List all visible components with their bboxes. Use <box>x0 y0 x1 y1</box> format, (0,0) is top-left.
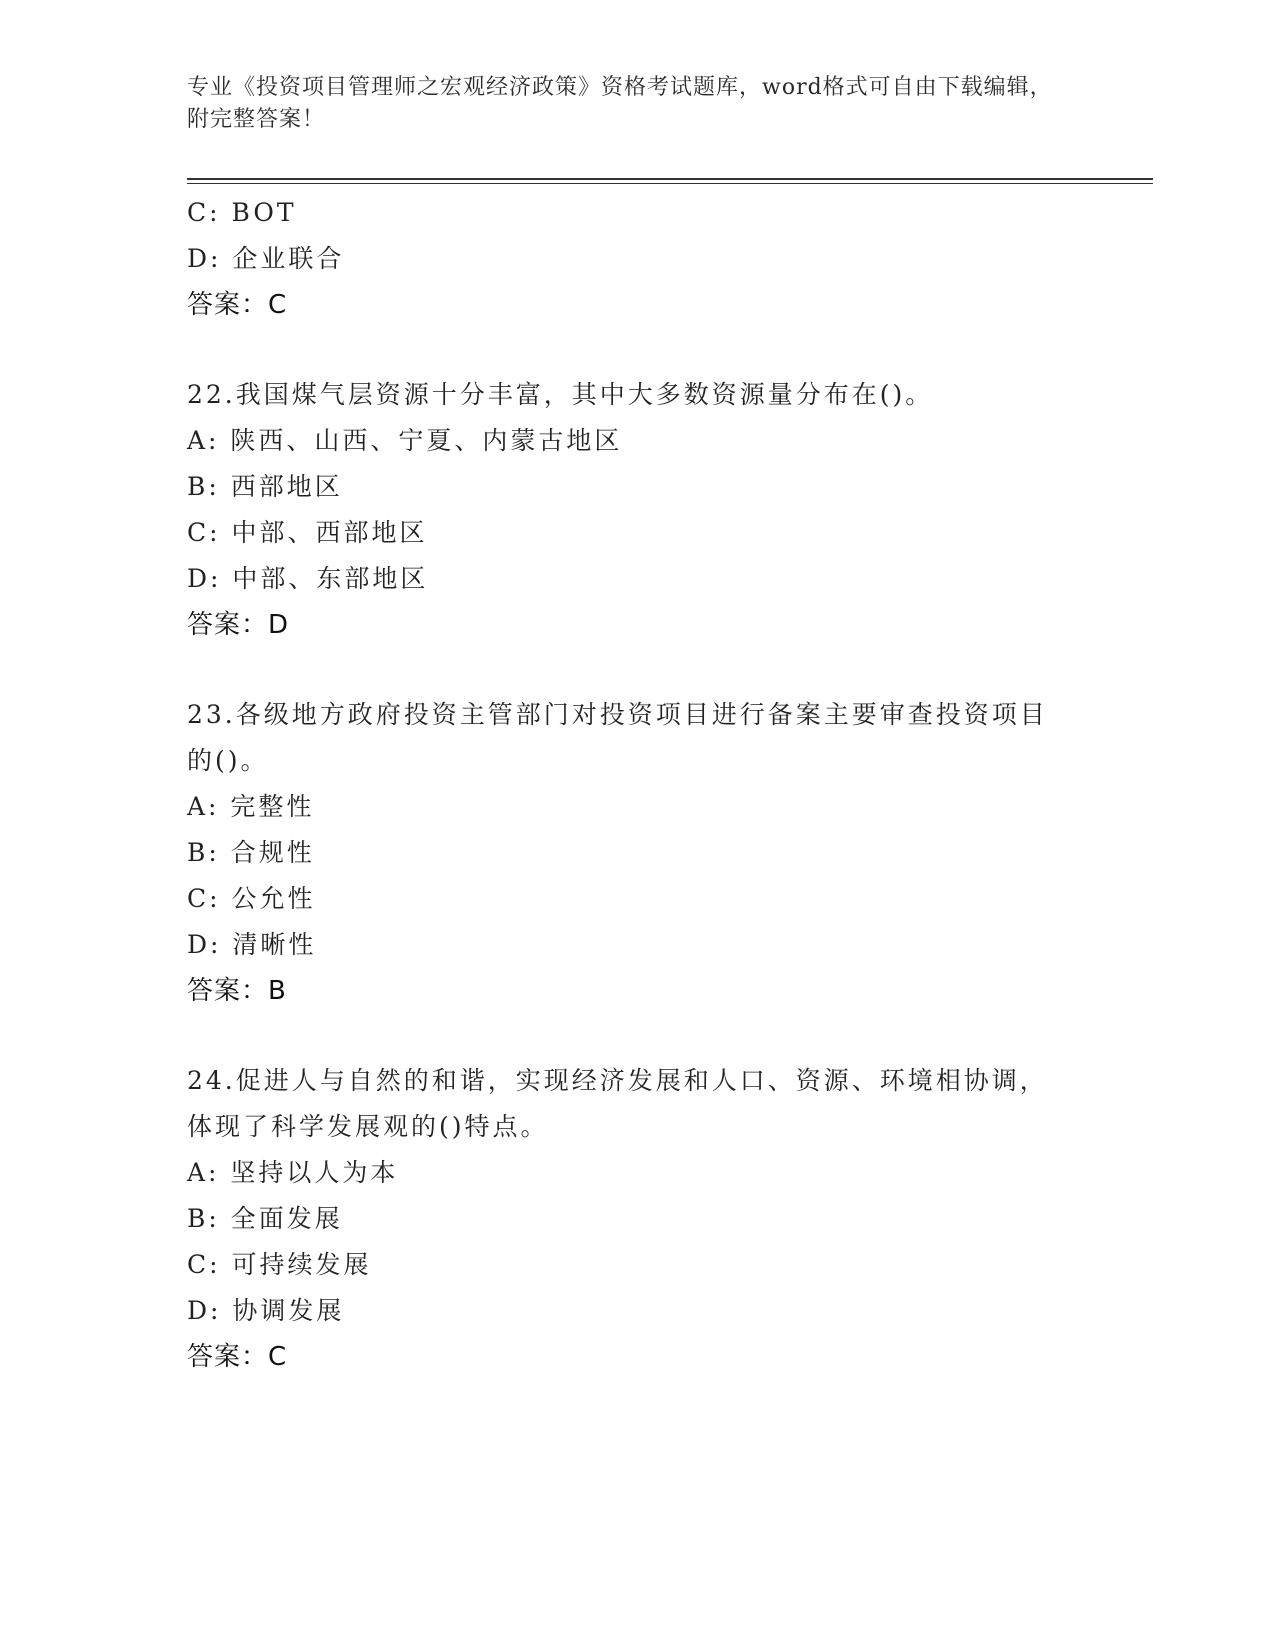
option-d: D: 中部、东部地区 <box>187 564 429 593</box>
question-block-24 <box>187 1058 1087 1380</box>
header-divider-thin <box>187 183 1153 184</box>
question-block-23 <box>187 692 1087 1014</box>
answer-line: 答案：B <box>187 976 287 1006</box>
answer-line: 答案：C <box>187 1342 288 1372</box>
question-stem: 23.各级地方政府投资主管部门对投资项目进行备案主要审查投资项目的()。 <box>187 700 1048 775</box>
question-content <box>187 190 1087 1380</box>
option-d: D: 企业联合 <box>187 244 345 273</box>
answer-line: 答案：D <box>187 610 290 640</box>
option-b: B: 西部地区 <box>187 472 343 501</box>
option-a: A: 完整性 <box>187 792 315 821</box>
option-a: A: 坚持以人为本 <box>187 1158 399 1187</box>
header-divider-thick <box>187 178 1153 180</box>
question-block-22 <box>187 372 1087 648</box>
option-d: D: 协调发展 <box>187 1296 345 1325</box>
option-c: C: 可持续发展 <box>187 1250 372 1279</box>
option-a: A: 陕西、山西、宁夏、内蒙古地区 <box>187 426 623 455</box>
option-c: C: 中部、西部地区 <box>187 518 428 547</box>
question-stem: 22.我国煤气层资源十分丰富，其中大多数资源量分布在()。 <box>187 380 934 409</box>
option-b: B: 全面发展 <box>187 1204 343 1233</box>
previous-question-tail <box>187 190 1087 328</box>
option-b: B: 合规性 <box>187 838 315 867</box>
option-c: C: 公允性 <box>187 884 316 913</box>
answer-line: 答案：C <box>187 290 288 320</box>
question-stem: 24.促进人与自然的和谐，实现经济发展和人口、资源、环境相协调，体现了科学发展观的()特点。 <box>187 1066 1048 1141</box>
document-header: 专业《投资项目管理师之宏观经济政策》资格考试题库，word格式可自由下载编辑，附完整答案！ <box>187 75 1053 132</box>
option-d: D: 清晰性 <box>187 930 317 959</box>
option-c: C: BOT <box>187 198 297 227</box>
